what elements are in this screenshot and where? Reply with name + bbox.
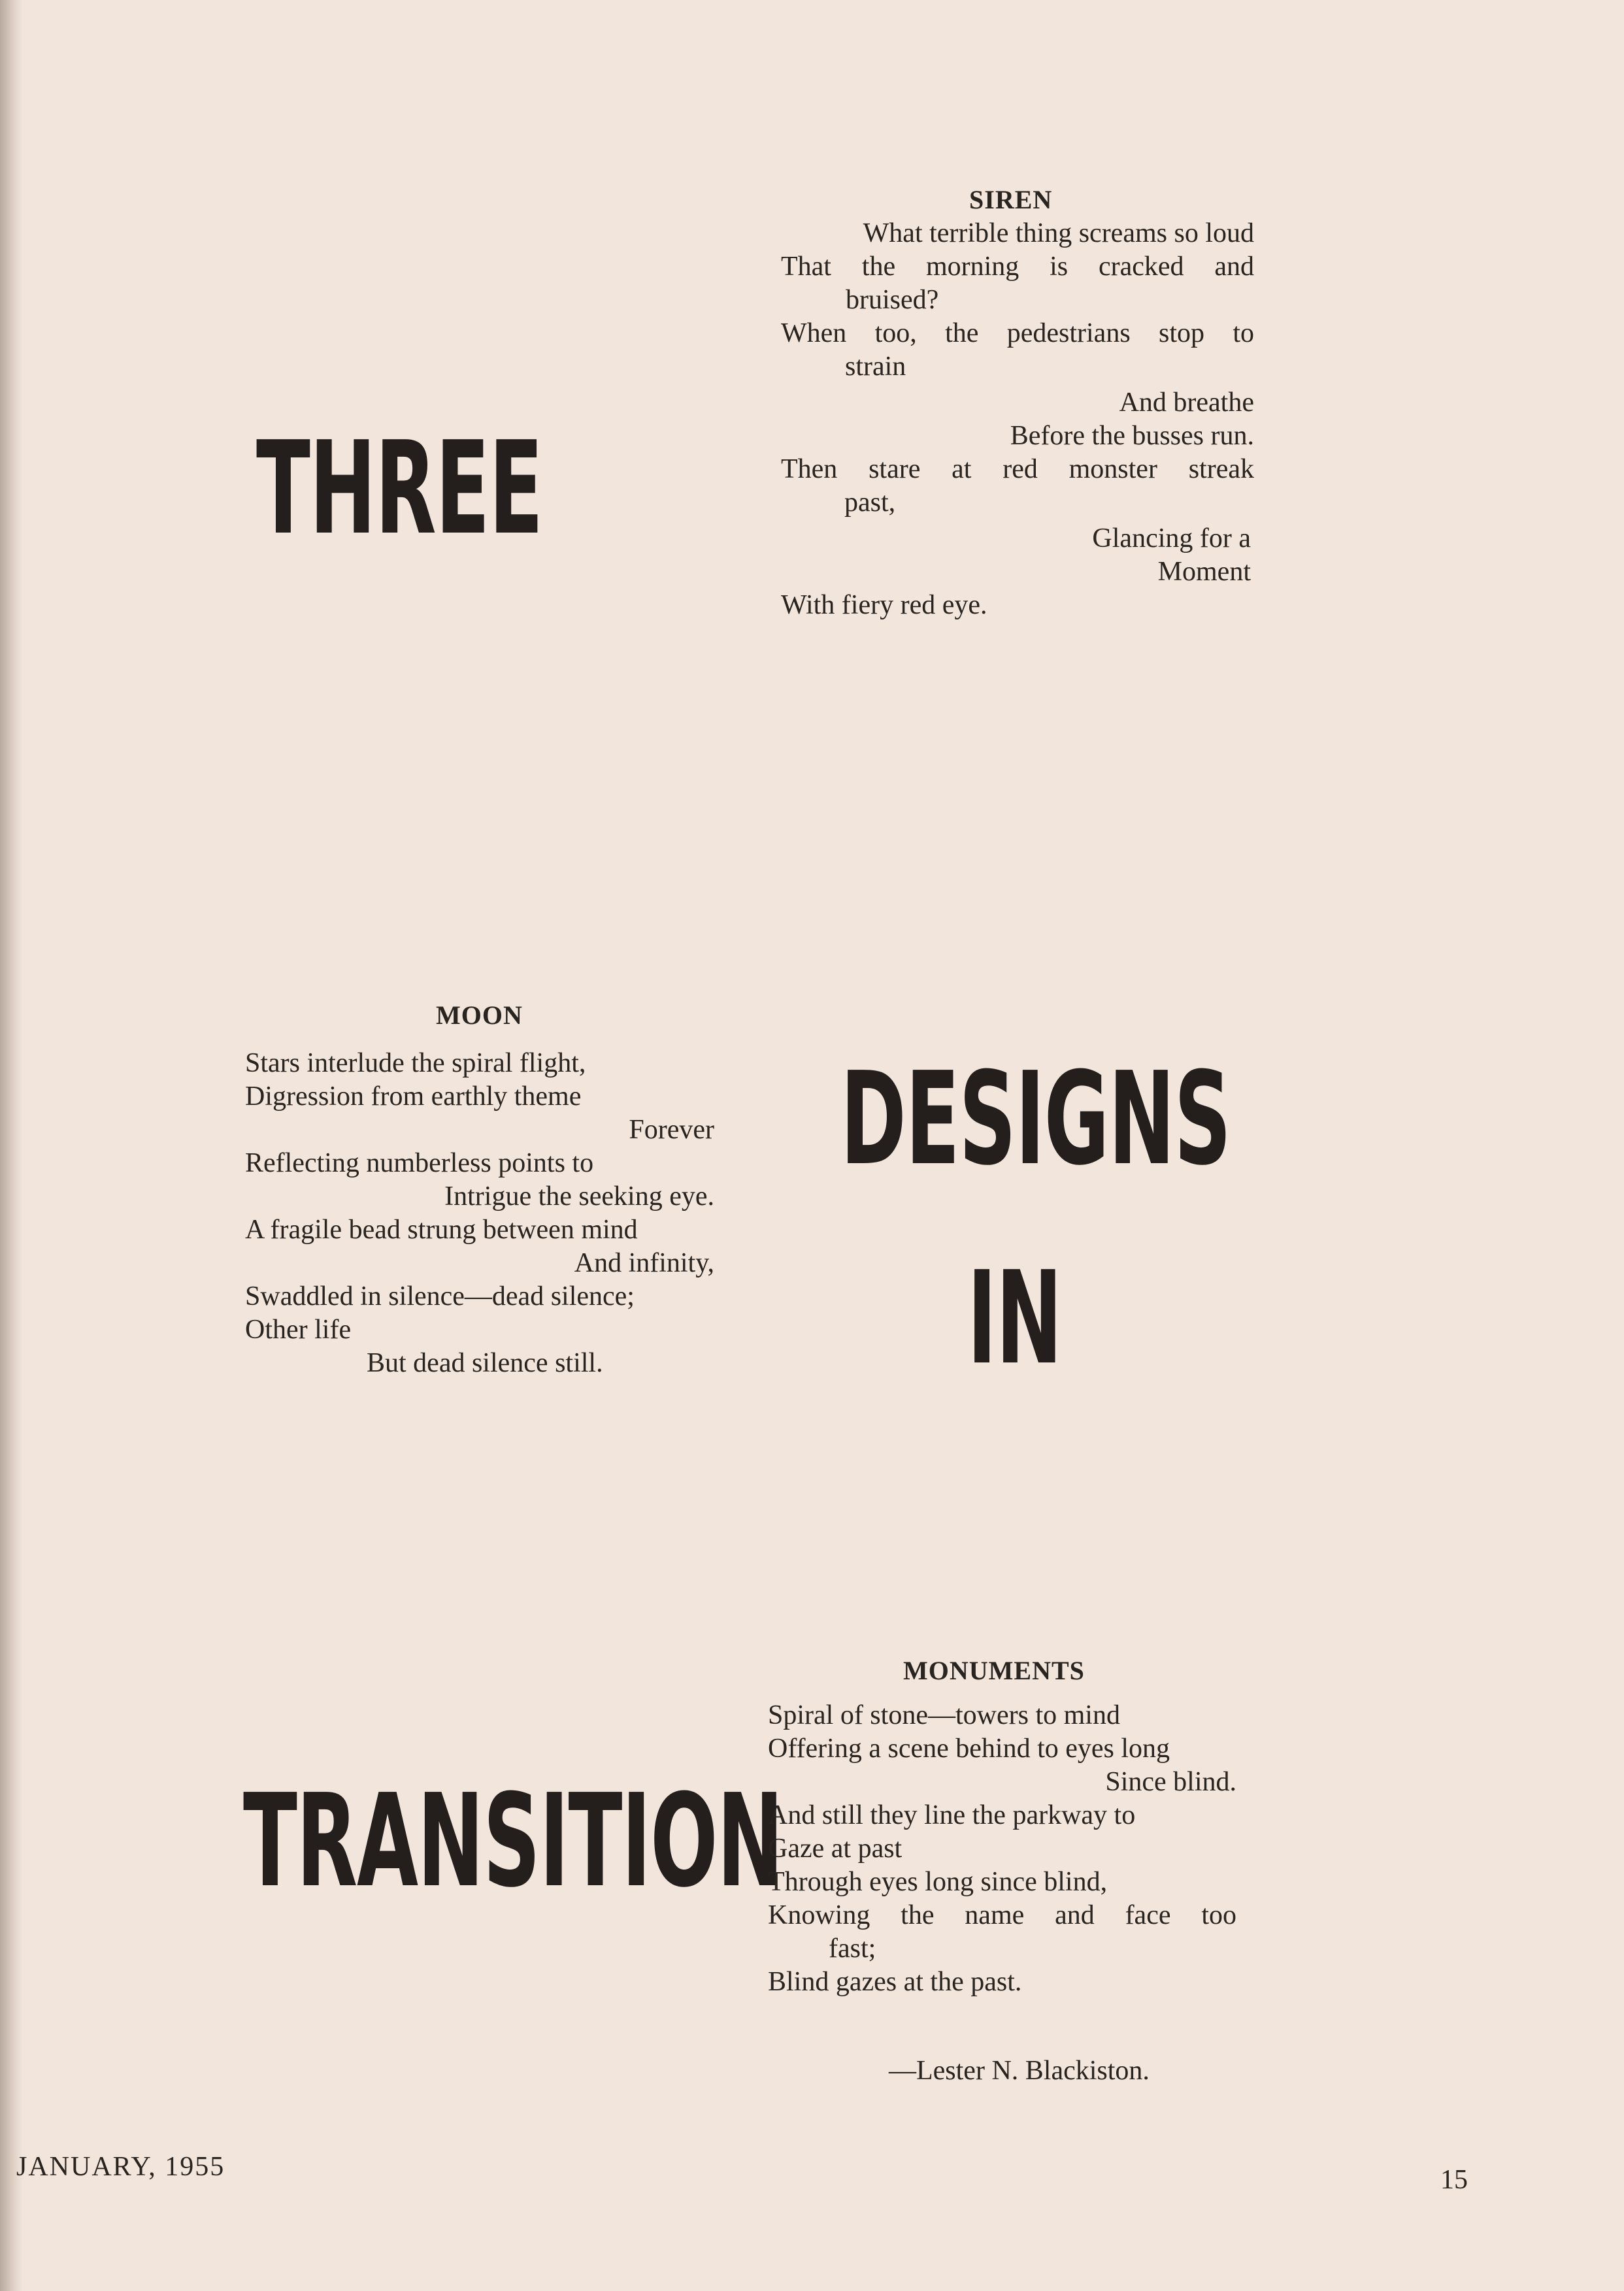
poem-line: Offering a scene behind to eyes long [768,1734,1170,1764]
poem-line: And still they line the parkway to [768,1800,1136,1830]
poem-line: strain [845,352,906,382]
poem-line: Glancing for a [1092,523,1251,553]
poem-line: Through eyes long since blind, [768,1867,1108,1897]
poem-line: Then stare at red monster streak [781,454,1254,484]
poem-line: fast; [829,1934,876,1964]
poem-line: When too, the pedestrians stop to [781,318,1254,348]
footer-date: JANUARY, 1955 [16,2152,225,2182]
headline-word-in: IN [967,1244,1062,1393]
page-binding-edge [0,0,22,2291]
poem-moon [245,1047,714,1380]
poem-line: What terrible thing screams so loud [863,218,1254,248]
poem-monuments [768,1699,1236,1999]
poem-title-monuments: MONUMENTS [903,1656,1085,1685]
poem-line: Stars interlude the spiral flight, [245,1048,586,1078]
poem-line: But dead silence still. [367,1348,603,1378]
poem-title-siren: SIREN [969,185,1053,214]
poem-line: Other life [245,1315,352,1345]
poem-line: Knowing the name and face too [768,1900,1236,1930]
poem-line: That the morning is cracked and [781,252,1254,282]
page-number: 15 [1440,2165,1468,2195]
headline-word-designs: DESIGNS [840,1045,1231,1194]
poem-title-moon: MOON [436,1000,523,1030]
poem-line: Digression from earthly theme [245,1081,582,1112]
poem-line: Before the busses run. [1010,421,1254,451]
poem-line: A fragile bead strung between mind [245,1215,638,1245]
poem-line: Forever [629,1115,714,1145]
poem-line: Spiral of stone—towers to mind [768,1700,1120,1730]
poem-line: Gaze at past [768,1834,903,1864]
poem-line: With fiery red eye. [781,590,987,620]
poem-line: Moment [1157,557,1251,587]
poem-line: Swaddled in silence—dead silence; [245,1281,635,1311]
poem-line: Since blind. [1105,1767,1236,1797]
poem-line: And breathe [1119,387,1254,418]
headline-word-transition: TRANSITION [243,1767,783,1916]
author-signature: —Lester N. Blackiston. [889,2056,1150,2086]
poem-line: bruised? [846,285,939,315]
poem-line: Reflecting numberless points to [245,1148,594,1178]
poem-line: And infinity, [574,1248,714,1278]
poem-line: Intrigue the seeking eye. [444,1181,714,1211]
headline-word-three: THREE [256,414,542,563]
poem-line: past, [844,487,896,518]
poem-line: Blind gazes at the past. [768,1967,1022,1997]
poem-siren [781,217,1254,622]
